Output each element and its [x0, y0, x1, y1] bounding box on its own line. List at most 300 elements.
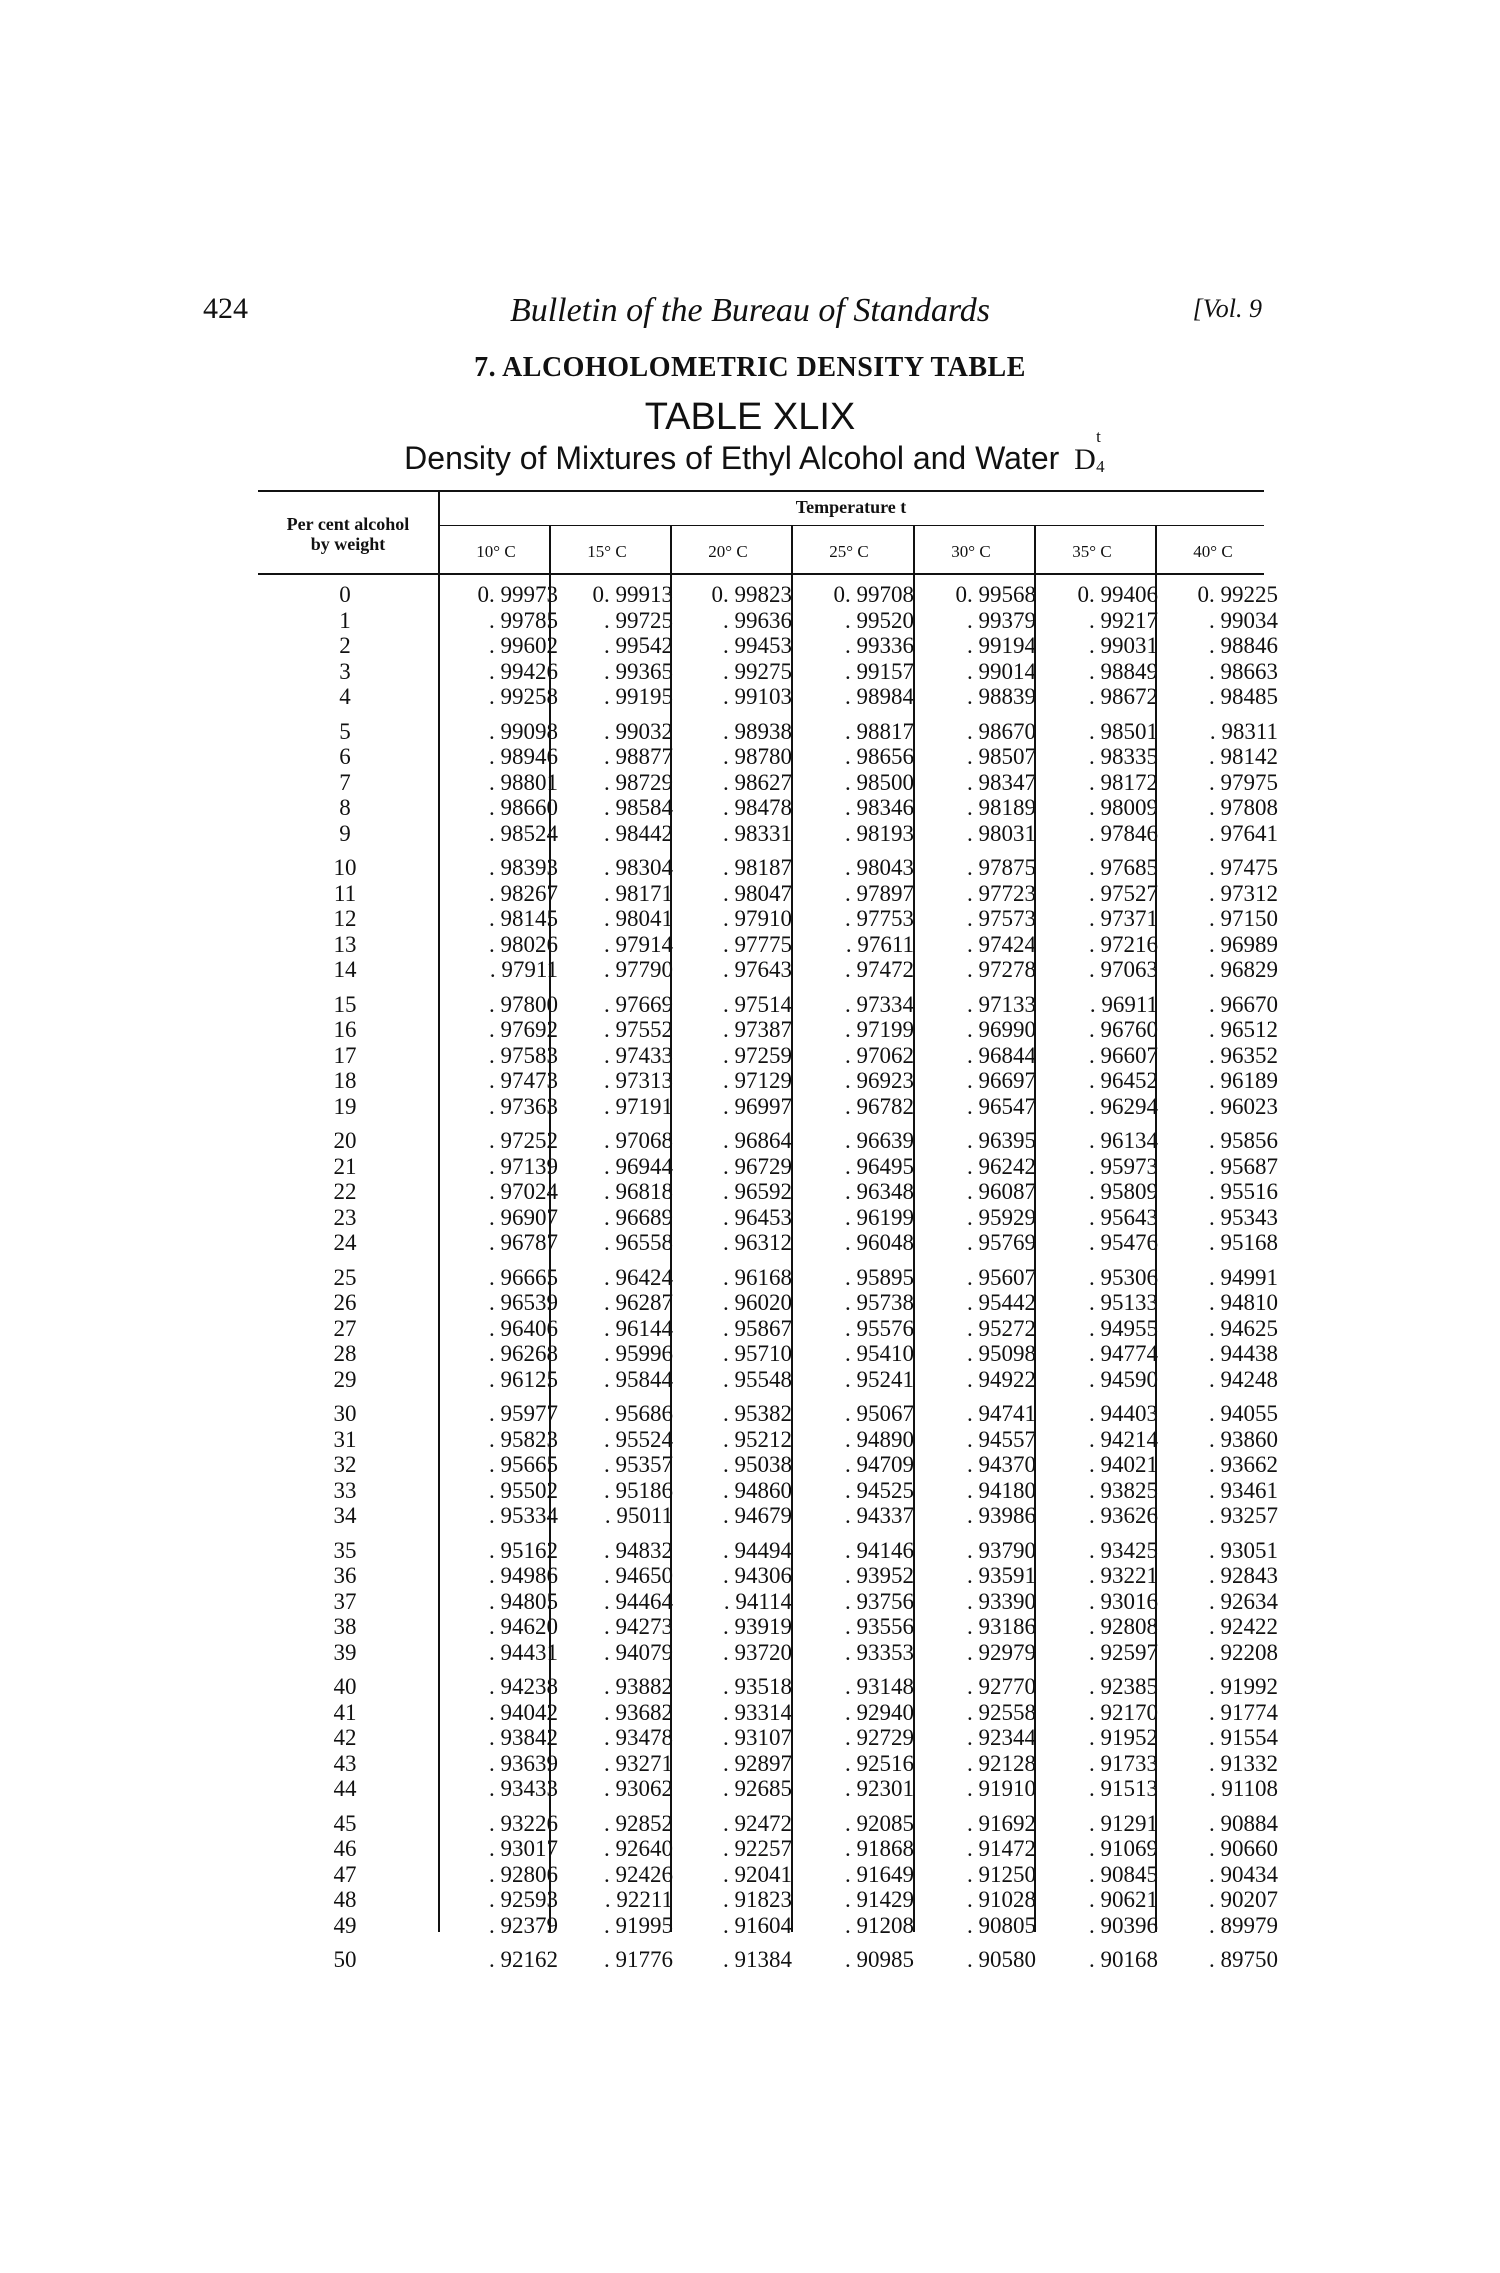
density-cell: . 96782: [845, 1093, 914, 1119]
density-cell: . 93756: [845, 1588, 914, 1614]
density-cell: . 92170: [1089, 1699, 1158, 1725]
percent-cell: 15: [333, 991, 357, 1017]
table-row: [0, 855, 1500, 880]
density-cell: . 90168: [1089, 1947, 1158, 1972]
density-cell: . 95643: [1089, 1204, 1158, 1230]
density-cell: . 91332: [1209, 1750, 1278, 1776]
density-cell: . 91604: [723, 1912, 792, 1938]
density-cell: 0. 99708: [833, 582, 914, 607]
density-cell: . 97473: [489, 1068, 558, 1093]
table-row: [0, 906, 1500, 931]
density-cell: . 90884: [1209, 1810, 1278, 1836]
density-cell: . 97910: [723, 906, 792, 931]
density-cell: . 92979: [967, 1639, 1036, 1665]
table-row: [0, 1478, 1500, 1503]
density-cell: . 92301: [845, 1776, 914, 1801]
density-cell: . 92808: [1089, 1614, 1158, 1639]
density-cell: . 94146: [845, 1537, 914, 1563]
density-cell: . 98729: [604, 769, 673, 795]
density-cell: . 93353: [845, 1639, 914, 1665]
percent-cell: 25: [333, 1264, 357, 1290]
density-cell: . 96312: [723, 1230, 792, 1255]
table-row: [0, 1640, 1500, 1665]
density-cell: . 98041: [604, 906, 673, 931]
density-cell: . 91384: [723, 1947, 792, 1972]
density-cell: . 93148: [845, 1674, 914, 1699]
density-cell: . 94525: [845, 1477, 914, 1503]
density-cell: 0. 99973: [477, 582, 558, 607]
table-row: [0, 932, 1500, 957]
density-cell: . 96697: [967, 1068, 1036, 1093]
density-cell: . 95607: [967, 1264, 1036, 1290]
density-cell: . 98801: [489, 769, 558, 795]
density-cell: . 94810: [1209, 1290, 1278, 1315]
density-cell: . 95168: [1209, 1230, 1278, 1255]
density-cell: . 93626: [1089, 1503, 1158, 1528]
density-cell: . 95895: [845, 1264, 914, 1290]
density-cell: . 94679: [723, 1503, 792, 1528]
percent-cell: 36: [333, 1563, 357, 1588]
percent-cell: 12: [333, 906, 357, 931]
density-cell: . 94337: [845, 1503, 914, 1528]
percent-cell: 13: [333, 931, 357, 957]
table-row: [0, 1589, 1500, 1614]
density-cell: . 95686: [604, 1401, 673, 1426]
density-cell: . 97641: [1209, 820, 1278, 846]
density-cell: . 92843: [1209, 1563, 1278, 1588]
table-row: [0, 1043, 1500, 1068]
percent-cell: 8: [339, 795, 351, 820]
density-cell: . 95710: [723, 1341, 792, 1366]
density-cell: . 93186: [967, 1614, 1036, 1639]
density-cell: . 96592: [723, 1179, 792, 1204]
density-cell: . 92472: [723, 1810, 792, 1836]
density-cell: . 95502: [489, 1477, 558, 1503]
density-cell: . 96087: [967, 1179, 1036, 1204]
density-cell: . 96911: [1089, 991, 1158, 1017]
density-cell: . 95844: [604, 1366, 673, 1392]
percent-cell: 1: [339, 607, 351, 633]
density-cell: . 92085: [845, 1810, 914, 1836]
density-cell: . 97514: [723, 991, 792, 1017]
density-cell: . 94922: [967, 1366, 1036, 1392]
density-cell: . 96144: [604, 1315, 673, 1341]
table-row: [0, 1811, 1500, 1836]
density-cell: . 95098: [967, 1341, 1036, 1366]
density-cell: . 96168: [723, 1264, 792, 1290]
density-cell: . 95516: [1209, 1179, 1278, 1204]
density-cell: . 95687: [1209, 1153, 1278, 1179]
density-cell: . 96665: [489, 1264, 558, 1290]
density-cell: . 98780: [723, 744, 792, 769]
density-cell: . 97753: [845, 906, 914, 931]
density-cell: . 93720: [723, 1639, 792, 1665]
density-cell: . 93842: [489, 1725, 558, 1750]
density-cell: . 96453: [723, 1204, 792, 1230]
density-cell: . 94986: [489, 1563, 558, 1588]
density-cell: . 93051: [1209, 1537, 1278, 1563]
density-cell: . 96670: [1209, 991, 1278, 1017]
density-cell: . 97199: [845, 1017, 914, 1042]
table-row: [0, 1367, 1500, 1392]
density-cell: . 94273: [604, 1614, 673, 1639]
density-cell: . 99636: [723, 607, 792, 633]
density-cell: . 92640: [604, 1836, 673, 1861]
density-cell: . 94180: [967, 1477, 1036, 1503]
density-cell: . 92344: [967, 1725, 1036, 1750]
table-row: [0, 821, 1500, 846]
density-cell: . 96907: [489, 1204, 558, 1230]
density-cell: . 95186: [604, 1477, 673, 1503]
density-cell: . 97062: [845, 1042, 914, 1068]
density-cell: . 95382: [723, 1401, 792, 1426]
density-cell: . 93790: [967, 1537, 1036, 1563]
density-cell: . 96189: [1209, 1068, 1278, 1093]
density-cell: . 97129: [723, 1068, 792, 1093]
density-cell: . 97911: [489, 957, 558, 982]
density-cell: . 96495: [845, 1153, 914, 1179]
density-cell: . 96729: [723, 1153, 792, 1179]
density-cell: . 95067: [845, 1401, 914, 1426]
density-cell: . 93662: [1209, 1452, 1278, 1477]
table-row: [0, 1452, 1500, 1477]
density-cell: . 98663: [1209, 658, 1278, 684]
density-cell: . 98660: [489, 795, 558, 820]
density-cell: . 97685: [1089, 855, 1158, 880]
density-cell: . 91692: [967, 1810, 1036, 1836]
temperature-column-head: 15° C: [587, 542, 627, 561]
row-header-line-1: Per cent alcohol: [286, 514, 410, 534]
density-cell: . 95133: [1089, 1290, 1158, 1315]
table-row: [0, 1563, 1500, 1588]
density-cell: . 98331: [723, 820, 792, 846]
density-cell: . 99542: [604, 633, 673, 658]
density-cell: . 97573: [967, 906, 1036, 931]
density-cell: . 93390: [967, 1588, 1036, 1614]
percent-cell: 14: [333, 957, 357, 982]
density-cell: . 93017: [489, 1836, 558, 1861]
table-row: [0, 1179, 1500, 1204]
density-cell: . 94741: [967, 1401, 1036, 1426]
density-cell: . 96424: [604, 1264, 673, 1290]
row-header-line-2: by weight: [310, 534, 386, 554]
density-cell: . 96989: [1209, 931, 1278, 957]
density-cell: . 98346: [845, 795, 914, 820]
density-cell: . 92593: [489, 1887, 558, 1912]
density-cell: . 95809: [1089, 1179, 1158, 1204]
density-cell: . 98501: [1089, 718, 1158, 744]
table-row: [0, 957, 1500, 982]
density-cell: . 98193: [845, 820, 914, 846]
density-cell: . 94620: [489, 1614, 558, 1639]
density-cell: . 94955: [1089, 1315, 1158, 1341]
density-cell: . 99453: [723, 633, 792, 658]
density-cell: . 97800: [489, 991, 558, 1017]
density-cell: 0. 99913: [592, 582, 673, 607]
density-cell: . 99725: [604, 607, 673, 633]
table-row: [0, 1503, 1500, 1528]
density-cell: . 93271: [604, 1750, 673, 1776]
density-cell: . 94590: [1089, 1366, 1158, 1392]
density-cell: . 99379: [967, 607, 1036, 633]
density-cell: . 94438: [1209, 1341, 1278, 1366]
density-cell: . 94464: [604, 1588, 673, 1614]
density-cell: . 97278: [967, 957, 1036, 982]
table-row: [0, 1776, 1500, 1801]
table-title: TABLE XLIX: [644, 396, 856, 438]
density-cell: . 96287: [604, 1290, 673, 1315]
density-cell: . 98627: [723, 769, 792, 795]
density-cell: . 92770: [967, 1674, 1036, 1699]
density-cell: . 98347: [967, 769, 1036, 795]
percent-cell: 38: [333, 1614, 357, 1639]
density-cell: . 91208: [845, 1912, 914, 1938]
density-cell: . 97914: [604, 931, 673, 957]
density-cell: . 94248: [1209, 1366, 1278, 1392]
density-cell: . 96023: [1209, 1093, 1278, 1119]
percent-cell: 17: [333, 1042, 357, 1068]
density-cell: . 96997: [723, 1093, 792, 1119]
density-cell: . 91774: [1209, 1699, 1278, 1725]
density-cell: . 96199: [845, 1204, 914, 1230]
density-cell: . 94306: [723, 1563, 792, 1588]
percent-cell: 5: [339, 718, 351, 744]
table-row: [0, 1154, 1500, 1179]
density-cell: . 95665: [489, 1452, 558, 1477]
table-row: [0, 1751, 1500, 1776]
density-cell: . 98267: [489, 880, 558, 906]
percent-cell: 41: [333, 1699, 357, 1725]
percent-cell: 0: [339, 582, 351, 607]
density-cell: . 93591: [967, 1563, 1036, 1588]
density-cell: . 97472: [845, 957, 914, 982]
density-cell: 0. 99406: [1077, 582, 1158, 607]
density-cell: . 90805: [967, 1912, 1036, 1938]
density-cell: . 98171: [604, 880, 673, 906]
density-cell: . 96539: [489, 1290, 558, 1315]
density-cell: . 95442: [967, 1290, 1036, 1315]
density-cell: . 99785: [489, 607, 558, 633]
section-title: 7. ALCOHOLOMETRIC DENSITY TABLE: [474, 352, 1026, 383]
density-cell: . 92257: [723, 1836, 792, 1861]
density-cell: . 98500: [845, 769, 914, 795]
temperature-column-head: 30° C: [951, 542, 991, 561]
density-cell: . 99014: [967, 658, 1036, 684]
density-cell: . 98938: [723, 718, 792, 744]
density-cell: . 95973: [1089, 1153, 1158, 1179]
density-cell: . 94114: [723, 1588, 792, 1614]
density-cell: . 94991: [1209, 1264, 1278, 1290]
density-cell: . 99031: [1089, 633, 1158, 658]
density-cell: . 92634: [1209, 1588, 1278, 1614]
density-cell: . 96639: [845, 1128, 914, 1153]
percent-cell: 40: [333, 1674, 357, 1699]
density-cell: . 98478: [723, 795, 792, 820]
density-cell: . 96558: [604, 1230, 673, 1255]
density-cell: . 97334: [845, 991, 914, 1017]
density-cell: . 97611: [845, 931, 914, 957]
table-row: [0, 1538, 1500, 1563]
density-cell: . 95856: [1209, 1128, 1278, 1153]
density-cell: . 91472: [967, 1836, 1036, 1861]
density-cell: . 97063: [1089, 957, 1158, 982]
percent-cell: 20: [333, 1128, 357, 1153]
caption-text: Density of Mixtures of Ethyl Alcohol and Water: [404, 440, 1060, 476]
density-cell: . 96452: [1089, 1068, 1158, 1093]
density-cell: . 98877: [604, 744, 673, 769]
table-row: [0, 1401, 1500, 1426]
table-row: [0, 684, 1500, 709]
percent-cell: 43: [333, 1750, 357, 1776]
table-row: [0, 1725, 1500, 1750]
density-cell: . 92852: [604, 1810, 673, 1836]
density-cell: . 98047: [723, 880, 792, 906]
density-cell: 0. 99225: [1197, 582, 1278, 607]
table-row: [0, 1887, 1500, 1912]
table-header-bottom-rule: [258, 573, 1264, 575]
density-cell: . 92729: [845, 1725, 914, 1750]
density-cell: . 92897: [723, 1750, 792, 1776]
density-cell: . 98145: [489, 906, 558, 931]
density-cell: . 97133: [967, 991, 1036, 1017]
table-row: [0, 1205, 1500, 1230]
density-cell: . 93860: [1209, 1426, 1278, 1452]
density-cell: . 97790: [604, 957, 673, 982]
density-cell: . 91910: [967, 1776, 1036, 1801]
density-cell: . 95334: [489, 1503, 558, 1528]
percent-cell: 4: [339, 684, 351, 709]
density-cell: . 92211: [604, 1887, 673, 1912]
density-cell: . 97643: [723, 957, 792, 982]
density-cell: . 97191: [604, 1093, 673, 1119]
density-cell: . 93518: [723, 1674, 792, 1699]
density-cell: . 92597: [1089, 1639, 1158, 1665]
table-row: [0, 1674, 1500, 1699]
density-cell: . 96512: [1209, 1017, 1278, 1042]
table-row: [0, 719, 1500, 744]
percent-cell: 16: [333, 1017, 357, 1042]
percent-cell: 9: [339, 820, 351, 846]
percent-cell: 6: [339, 744, 351, 769]
density-cell: . 96547: [967, 1093, 1036, 1119]
density-cell: . 99426: [489, 658, 558, 684]
page-number: 424: [203, 292, 248, 325]
density-cell: . 98304: [604, 855, 673, 880]
density-cell: . 92128: [967, 1750, 1036, 1776]
density-cell: . 98031: [967, 820, 1036, 846]
density-cell: . 91108: [1209, 1776, 1278, 1801]
density-cell: . 94214: [1089, 1426, 1158, 1452]
density-cell: . 97583: [489, 1042, 558, 1068]
density-cell: . 96864: [723, 1128, 792, 1153]
density-cell: . 93882: [604, 1674, 673, 1699]
density-cell: . 96406: [489, 1315, 558, 1341]
density-cell: . 98043: [845, 855, 914, 880]
density-cell: . 94650: [604, 1563, 673, 1588]
density-cell: . 96395: [967, 1128, 1036, 1153]
density-cell: . 90396: [1089, 1912, 1158, 1938]
percent-cell: 33: [333, 1477, 357, 1503]
density-sub: 4: [1096, 457, 1105, 476]
percent-cell: 39: [333, 1639, 357, 1665]
density-cell: . 93425: [1089, 1537, 1158, 1563]
density-cell: . 95476: [1089, 1230, 1158, 1255]
density-cell: . 95977: [489, 1401, 558, 1426]
table-row: [0, 770, 1500, 795]
density-cell: . 92806: [489, 1861, 558, 1887]
density-cell: . 96944: [604, 1153, 673, 1179]
percent-cell: 50: [333, 1947, 357, 1972]
density-cell: . 97068: [604, 1128, 673, 1153]
percent-cell: 18: [333, 1068, 357, 1093]
density-cell: . 97692: [489, 1017, 558, 1042]
temperature-column-head: 35° C: [1072, 542, 1112, 561]
percent-cell: 44: [333, 1776, 357, 1801]
density-cell: . 95343: [1209, 1204, 1278, 1230]
density-cell: . 95738: [845, 1290, 914, 1315]
journal-title: Bulletin of the Bureau of Standards: [509, 292, 991, 329]
density-cell: . 95011: [604, 1503, 673, 1528]
density-cell: . 98584: [604, 795, 673, 820]
density-cell: 0. 99568: [955, 582, 1036, 607]
density-cell: . 94805: [489, 1588, 558, 1614]
density-cell: . 93556: [845, 1614, 914, 1639]
density-cell: . 95357: [604, 1452, 673, 1477]
density-cell: . 94238: [489, 1674, 558, 1699]
density-cell: . 99602: [489, 633, 558, 658]
percent-cell: 31: [333, 1426, 357, 1452]
table-row: [0, 1316, 1500, 1341]
density-cell: . 94860: [723, 1477, 792, 1503]
density-cell: . 94774: [1089, 1341, 1158, 1366]
density-cell: . 91995: [604, 1912, 673, 1938]
density-cell: . 95241: [845, 1366, 914, 1392]
density-cell: . 98846: [1209, 633, 1278, 658]
row-header: [258, 514, 438, 554]
density-cell: 0. 99823: [711, 582, 792, 607]
density-cell: . 94625: [1209, 1315, 1278, 1341]
density-cell: . 93433: [489, 1776, 558, 1801]
density-cell: . 93461: [1209, 1477, 1278, 1503]
table-row: [0, 1614, 1500, 1639]
density-cell: . 96829: [1209, 957, 1278, 982]
percent-cell: 49: [333, 1912, 357, 1938]
density-cell: . 97371: [1089, 906, 1158, 931]
density-cell: . 91250: [967, 1861, 1036, 1887]
percent-cell: 34: [333, 1503, 357, 1528]
density-cell: . 96607: [1089, 1042, 1158, 1068]
density-cell: . 90434: [1209, 1861, 1278, 1887]
table-row: [0, 1836, 1500, 1861]
percent-cell: 29: [333, 1366, 357, 1392]
percent-cell: 26: [333, 1290, 357, 1315]
density-cell: . 96689: [604, 1204, 673, 1230]
density-cell: . 98009: [1089, 795, 1158, 820]
density-cell: . 94403: [1089, 1401, 1158, 1426]
density-cell: . 94832: [604, 1537, 673, 1563]
density-cell: . 99520: [845, 607, 914, 633]
density-cell: . 99034: [1209, 607, 1278, 633]
density-cell: . 97527: [1089, 880, 1158, 906]
density-cell: . 93478: [604, 1725, 673, 1750]
density-cell: . 96294: [1089, 1093, 1158, 1119]
density-cell: . 94709: [845, 1452, 914, 1477]
density-cell: . 97150: [1209, 906, 1278, 931]
density-cell: . 99365: [604, 658, 673, 684]
table-caption: [0, 427, 1500, 477]
density-cell: . 95410: [845, 1341, 914, 1366]
density-cell: . 95996: [604, 1341, 673, 1366]
